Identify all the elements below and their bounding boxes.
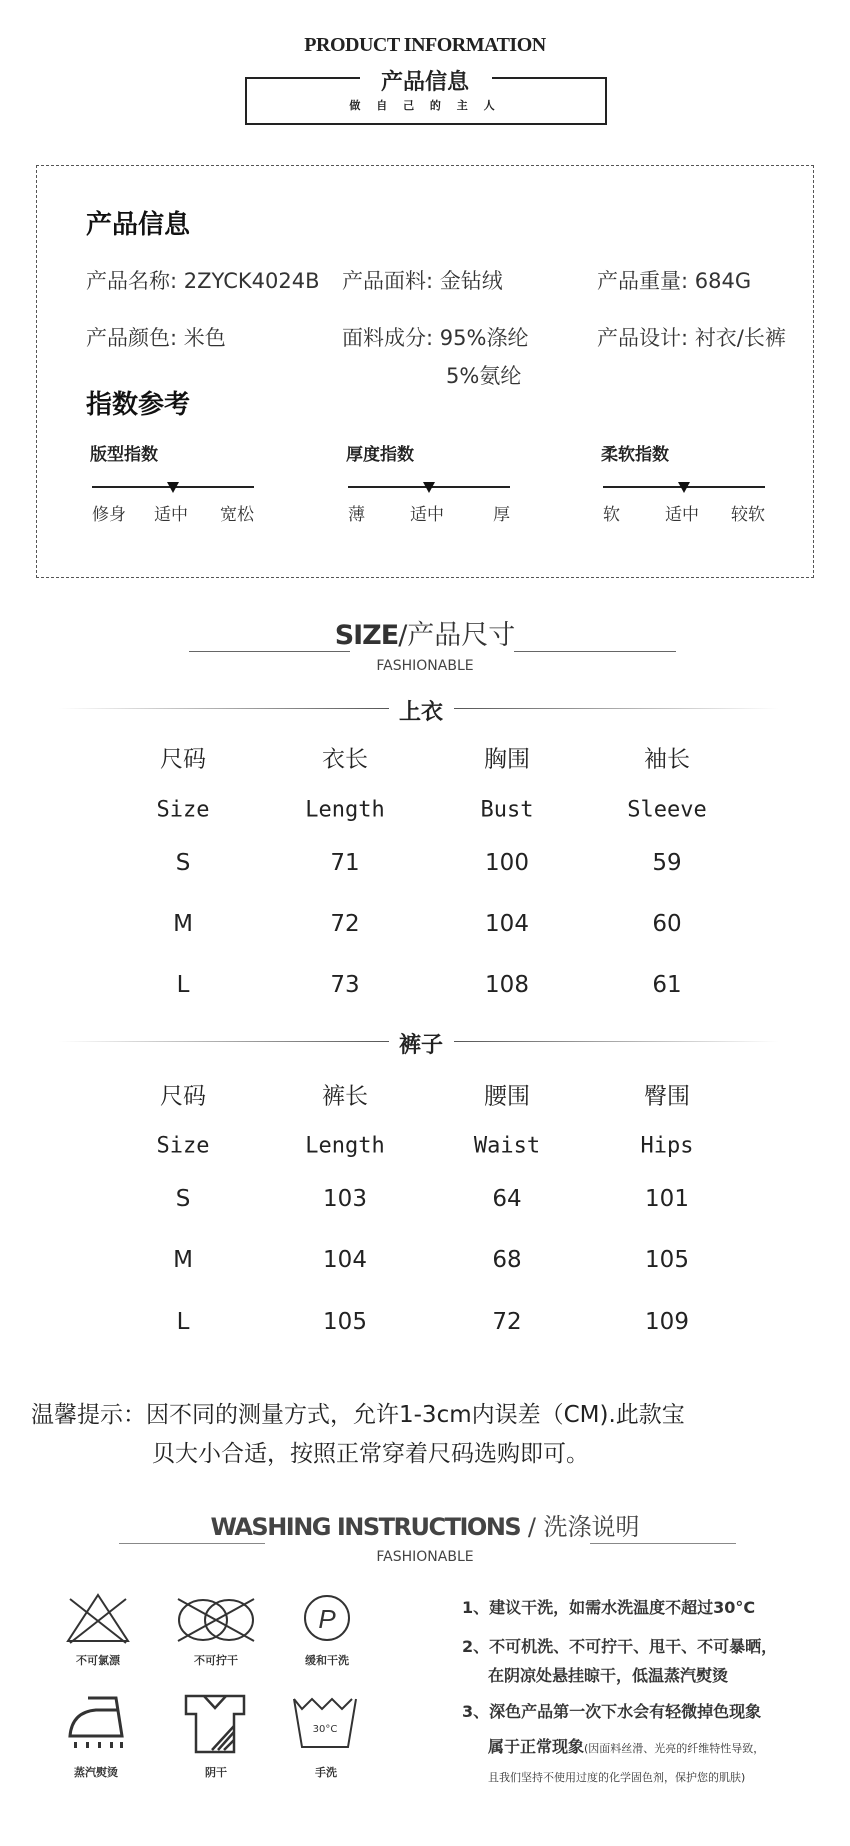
table-cell: 72 [330,911,360,937]
divider [590,1543,736,1544]
col-header-cn: 胸围 [484,746,530,773]
table-cell: 104 [485,911,529,937]
icon-label: 手洗 [315,1766,337,1779]
index-label: 较软 [731,505,765,525]
icon-label: 不可拧干 [194,1654,238,1667]
col-header-cn: 腰围 [484,1083,530,1110]
col-header-en: Bust [480,797,534,823]
table-cell: 71 [330,850,360,876]
divider [59,1041,389,1042]
size-subtitle: FASHIONABLE [376,658,474,674]
field-color: 产品颜色: 米色 [86,326,226,350]
divider [189,651,350,652]
col-header-cn: 裤长 [322,1083,368,1110]
col-header-cn: 衣长 [322,746,368,773]
svg-text:30°C: 30°C [312,1724,338,1735]
washing-subtitle: FASHIONABLE [376,1549,474,1565]
col-header-cn: 尺码 [160,746,206,773]
table-cell: 64 [492,1186,522,1212]
table-cell: L [176,1309,190,1335]
index-name: 柔软指数 [601,445,669,465]
divider [514,651,676,652]
field-name: 产品名称: 2ZYCK4024B [86,269,320,293]
steam-iron-icon [66,1694,130,1748]
shade-dry-icon [184,1694,246,1756]
top-section-title: 上衣 [398,700,444,725]
table-cell: 59 [652,850,682,876]
index-label: 适中 [410,505,444,525]
table-cell: 60 [652,911,682,937]
icon-label: 蒸汽熨烫 [74,1766,118,1779]
col-header-cn: 袖长 [644,746,690,773]
col-header-cn: 臀围 [644,1083,690,1110]
size-title: SIZE/产品尺寸 [334,620,516,651]
no-bleach-icon [66,1593,130,1645]
table-cell: 105 [323,1309,367,1335]
col-header-en: Hips [640,1133,694,1159]
table-cell: 68 [492,1247,522,1273]
info-title: 产品信息 [86,210,191,240]
index-marker-icon [678,482,690,493]
washing-title: WASHING INSTRUCTIONS / 洗涤说明 [210,1513,640,1541]
wash-note-3c: 且我们坚持不使用过度的化学固色剂，保护您的肌肤) [488,1771,746,1784]
divider [454,1041,779,1042]
table-cell: 104 [323,1247,367,1273]
field-weight: 产品重量: 684G [597,269,752,293]
field-design: 产品设计: 衬衣/长裤 [597,326,786,350]
col-header-en: Waist [473,1133,541,1159]
field-fabric: 产品面料: 金钻绒 [342,269,503,293]
index-label: 厚 [493,505,510,525]
divider [245,77,360,79]
index-label: 适中 [154,505,188,525]
index-label: 适中 [665,505,699,525]
header-en-title: PRODUCT INFORMATION [304,34,546,56]
hand-wash-icon [292,1693,358,1751]
table-cell: 101 [645,1186,689,1212]
table-cell: 109 [645,1309,689,1335]
icon-label: 缓和干洗 [305,1654,349,1667]
table-cell: L [176,972,190,998]
index-label: 修身 [92,505,126,525]
wash-note-3b: 属于正常现象(因面料丝滑、光亮的纤维特性导致， [488,1737,765,1756]
no-wring-icon [176,1597,256,1643]
index-label: 软 [603,505,620,525]
wash-note-3: 3、深色产品第一次下水会有轻微掉色现象 [462,1702,762,1721]
svg-text:P: P [318,1604,336,1634]
icon-label: 阴干 [205,1766,227,1779]
field-composition: 面料成分: 95%涤纶 [342,326,529,350]
index-title: 指数参考 [86,390,191,420]
index-name: 厚度指数 [346,445,414,465]
col-header-en: Sleeve [627,797,707,823]
header-cn-title: 产品信息 [380,70,470,95]
table-cell: 103 [323,1186,367,1212]
table-cell: 73 [330,972,360,998]
divider [454,708,779,709]
table-cell: 108 [485,972,529,998]
wash-note-2b: 在阴凉处悬挂晾干，低温蒸汽熨烫 [488,1666,729,1685]
index-label: 薄 [348,505,365,525]
icon-label: 不可氯漂 [76,1654,120,1667]
col-header-en: Length [305,1133,385,1159]
index-marker-icon [167,482,179,493]
dry-clean-p-icon [303,1592,351,1644]
table-cell: S [175,850,191,876]
tip-line-2: 贝大小合适，按照正常穿着尺码选购即可。 [152,1441,589,1467]
tip-line-1: 温馨提示：因不同的测量方式，允许1-3cm内误差（CM).此款宝 [31,1402,685,1428]
table-cell: 105 [645,1247,689,1273]
col-header-en: Length [305,797,385,823]
pants-section-title: 裤子 [398,1033,444,1058]
header-slogan: 做 自 己 的 主 人 [349,99,501,112]
table-cell: 100 [485,850,529,876]
table-cell: M [173,911,193,937]
table-cell: S [175,1186,191,1212]
divider [59,708,389,709]
index-label: 宽松 [220,505,254,525]
divider [119,1543,265,1544]
divider [492,77,607,79]
table-cell: M [173,1247,193,1273]
col-header-en: Size [156,1133,210,1159]
table-cell: 72 [492,1309,522,1335]
wash-note-2: 2、不可机洗、不可拧干、甩干、不可暴晒， [462,1637,778,1656]
index-name: 版型指数 [90,445,158,465]
field-composition-2: 5%氨纶 [446,364,522,388]
col-header-en: Size [156,797,210,823]
table-cell: 61 [652,972,682,998]
index-marker-icon [423,482,435,493]
col-header-cn: 尺码 [160,1083,206,1110]
wash-note-1: 1、建议干洗，如需水洗温度不超过30°C [462,1598,756,1617]
